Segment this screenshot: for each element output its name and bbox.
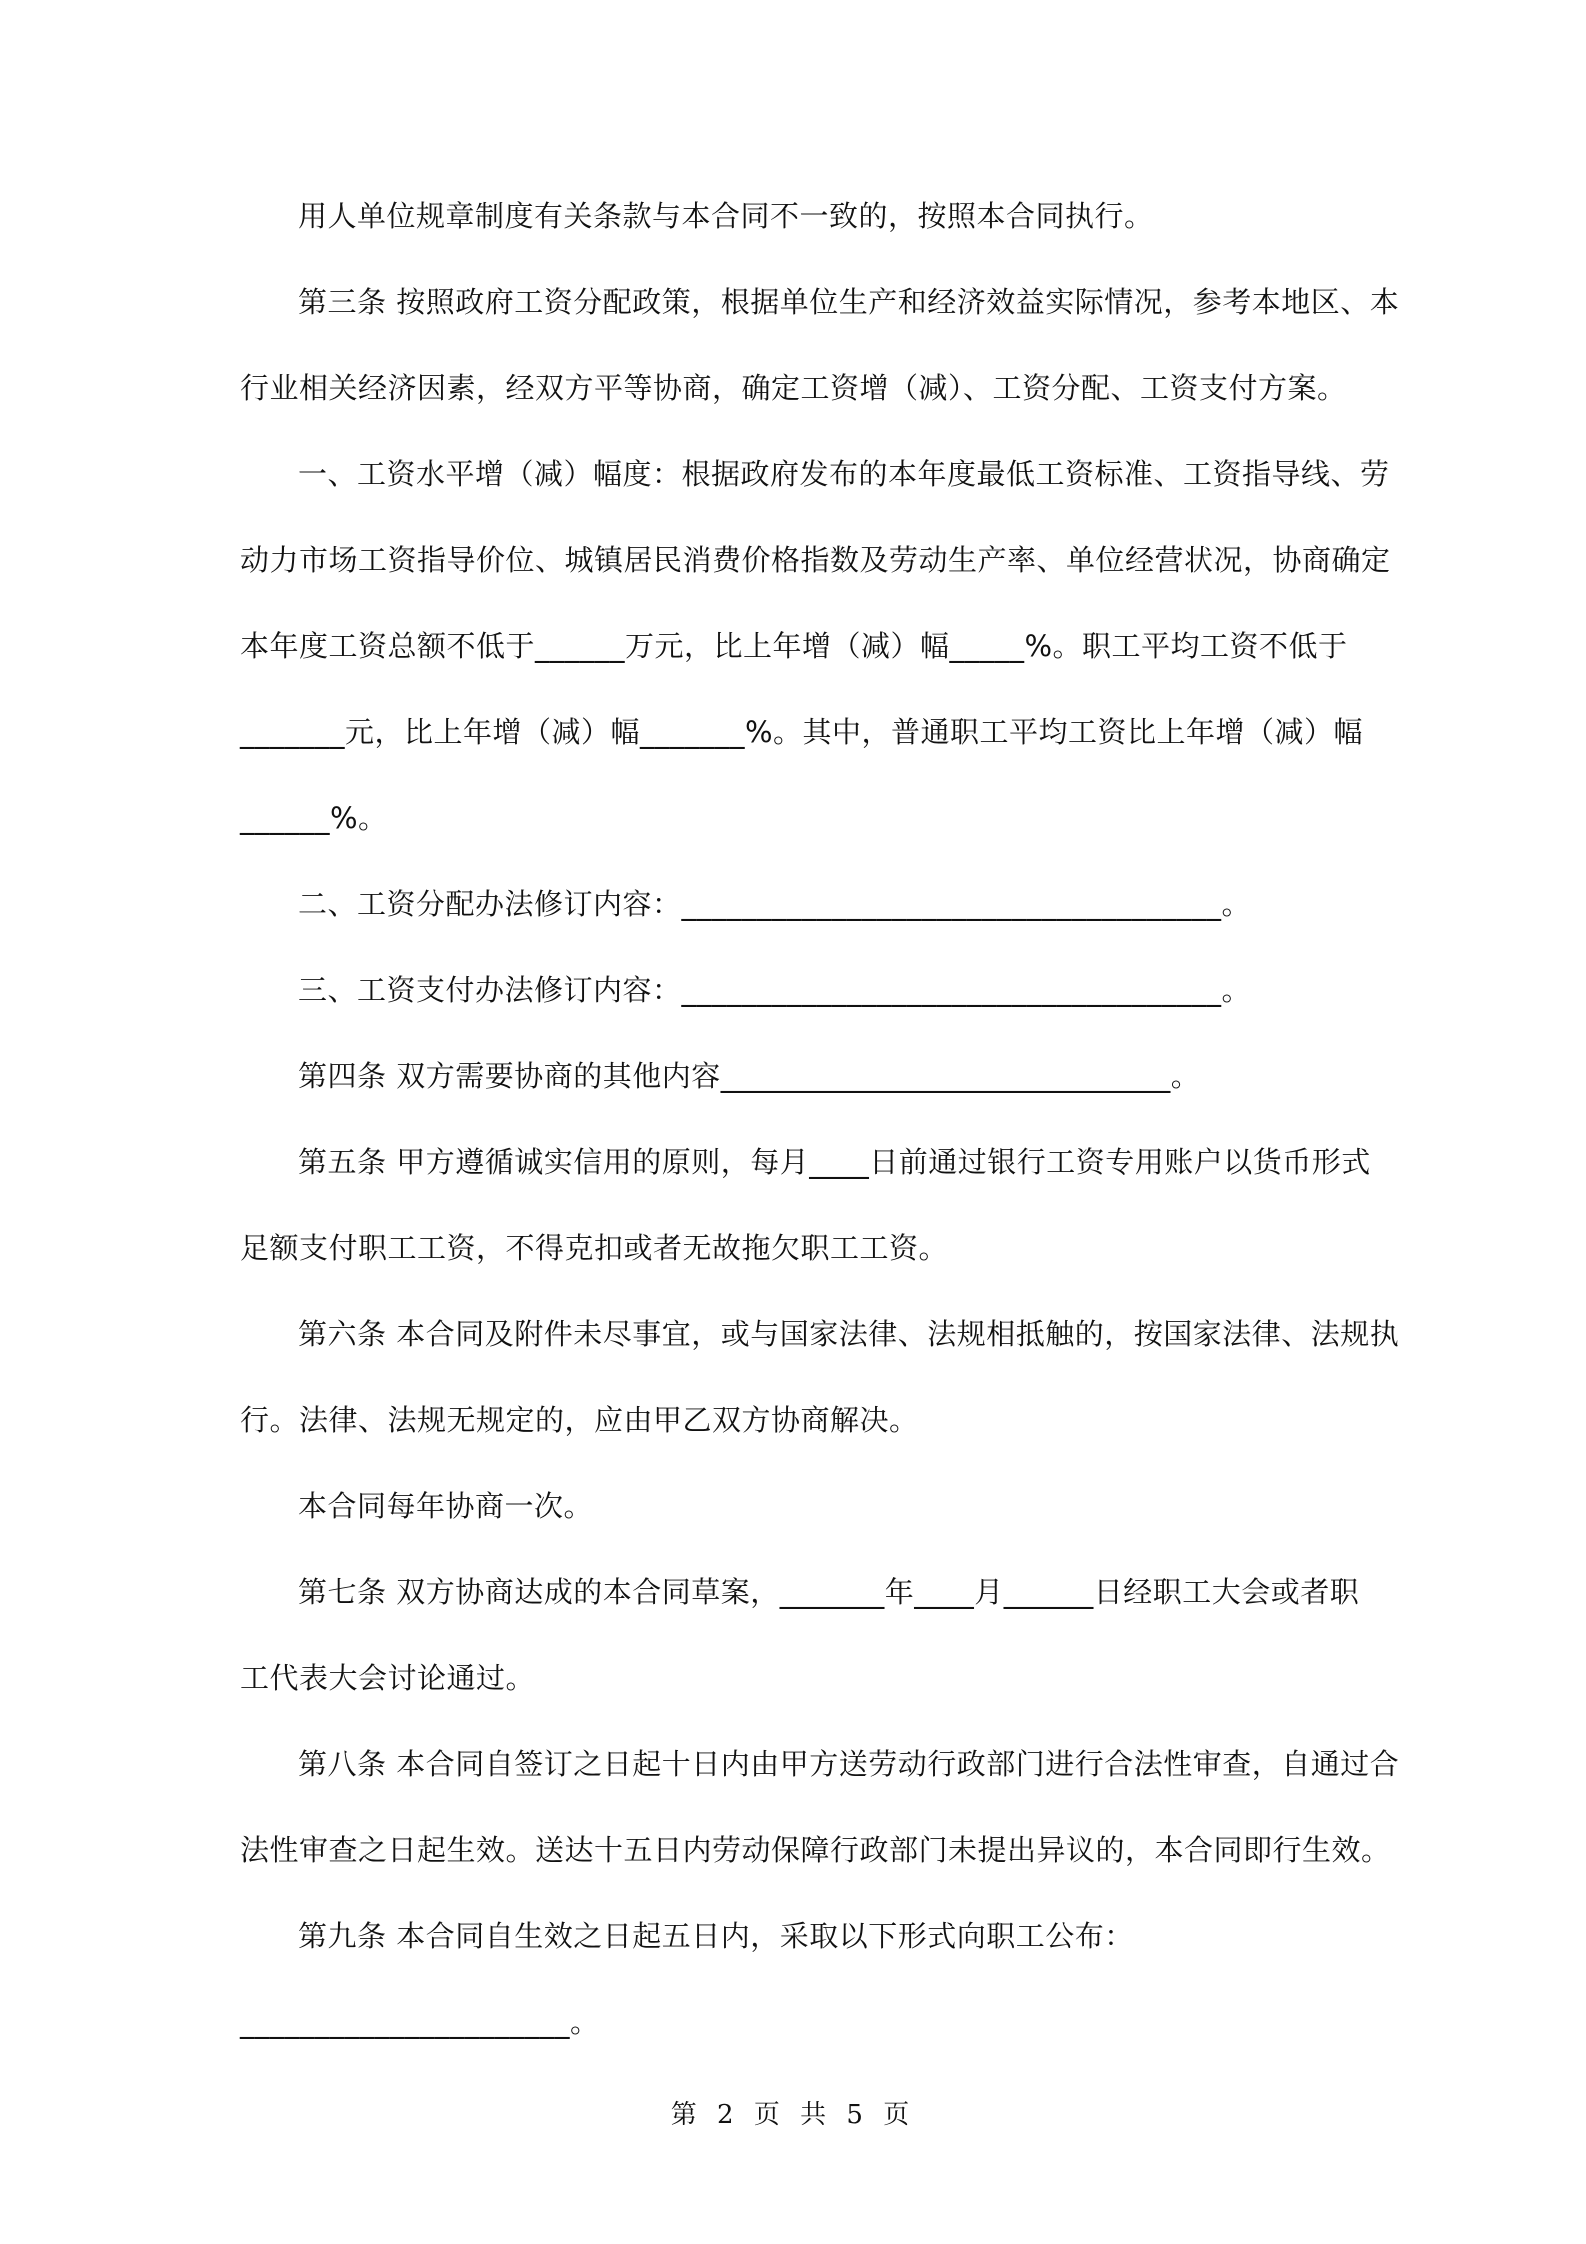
paragraph-line: 本年度工资总额不低于______万元，比上年增（减）幅_____%。职工平均工资不低于 — [240, 629, 1348, 663]
paragraph-line: ______%。 — [240, 801, 388, 835]
paragraph-line: 足额支付职工工资，不得克扣或者无故拖欠职工工资。 — [240, 1231, 949, 1265]
paragraph-line: 行业相关经济因素，经双方平等协商，确定工资增（减）、工资分配、工资支付方案。 — [240, 371, 1347, 405]
paragraph-line: 一、工资水平增（减）幅度：根据政府发布的本年度最低工资标准、工资指导线、劳 — [298, 457, 1390, 491]
paragraph-line: 第八条 本合同自签订之日起十日内由甲方送劳动行政部门进行合法性审查，自通过合 — [298, 1747, 1400, 1781]
page-number-footer: 第 2 页 共 5 页 — [670, 2100, 916, 2130]
paragraph-line: 第五条 甲方遵循诚实信用的原则，每月____日前通过银行工资专用账户以货币形式 — [298, 1145, 1371, 1179]
paragraph-line: 第三条 按照政府工资分配政策，根据单位生产和经济效益实际情况，参考本地区、本 — [298, 285, 1400, 319]
paragraph-line: 用人单位规章制度有关条款与本合同不一致的，按照本合同执行。 — [298, 199, 1154, 233]
paragraph-line: 工代表大会讨论通过。 — [240, 1661, 536, 1695]
paragraph-line: 法性审查之日起生效。送达十五日内劳动保障行政部门未提出异议的，本合同即行生效。 — [240, 1833, 1391, 1867]
paragraph-line: 第九条 本合同自生效之日起五日内，采取以下形式向职工公布： — [298, 1919, 1134, 1953]
paragraph-line: _______元，比上年增（减）幅_______%。其中，普通职工平均工资比上年增（减）幅 — [240, 715, 1364, 749]
paragraph-line: 本合同每年协商一次。 — [298, 1489, 594, 1523]
paragraph-line: ______________________。 — [240, 2005, 600, 2039]
paragraph-line: 第七条 双方协商达成的本合同草案，_______年____月______日经职工大会或者职 — [298, 1575, 1360, 1609]
paragraph-line: 二、工资分配办法修订内容：____________________________________。 — [298, 887, 1252, 921]
paragraph-line: 第四条 双方需要协商的其他内容______________________________。 — [298, 1059, 1201, 1093]
paragraph-line: 行。法律、法规无规定的，应由甲乙双方协商解决。 — [240, 1403, 919, 1437]
paragraph-line: 第六条 本合同及附件未尽事宜，或与国家法律、法规相抵触的，按国家法律、法规执 — [298, 1317, 1400, 1351]
paragraph-line: 三、工资支付办法修订内容：____________________________________。 — [298, 973, 1252, 1007]
paragraph-line: 动力市场工资指导价位、城镇居民消费价格指数及劳动生产率、单位经营状况，协商确定 — [240, 543, 1391, 577]
